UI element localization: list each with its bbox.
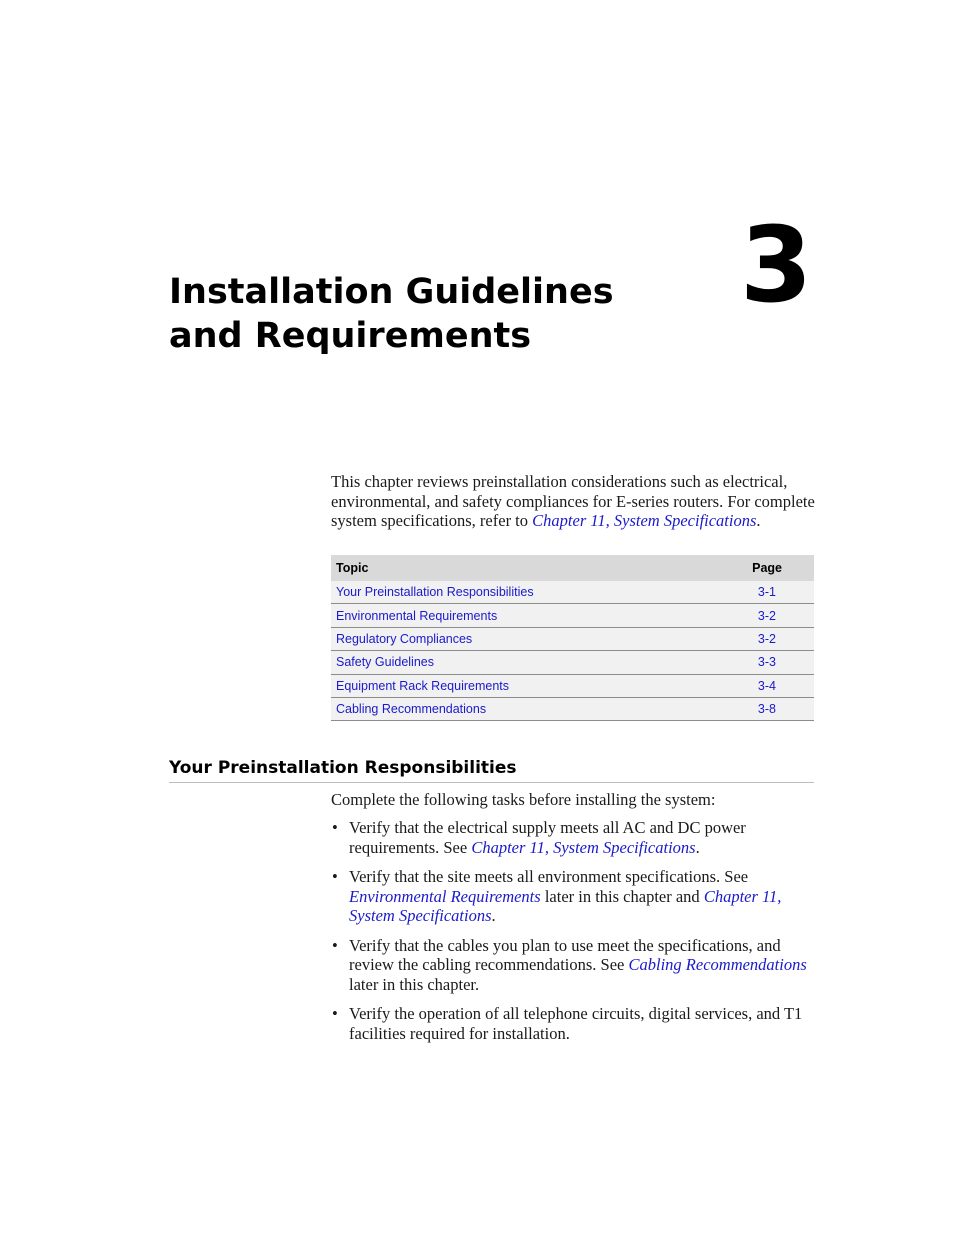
item-text: later in this chapter and — [540, 886, 704, 906]
intro-chapter-link[interactable]: Chapter 11, System Specifications — [532, 511, 757, 530]
chapter-link[interactable]: Chapter 11, System Specifications — [349, 886, 782, 925]
topic-link[interactable]: Regulatory Compliances — [336, 631, 473, 646]
table-row — [331, 581, 814, 604]
item-text: Verify that the site meets all environment specifications. See — [349, 867, 749, 886]
environmental-link[interactable]: Environmental Requirements — [349, 886, 541, 906]
chapter-title-line-1: Installation Guidelines — [169, 272, 614, 312]
table-row — [331, 627, 814, 650]
item-text: . — [491, 906, 496, 925]
list-item — [331, 867, 813, 926]
page-link[interactable]: 3-2 — [757, 631, 776, 646]
page-link[interactable]: 3-3 — [757, 655, 776, 670]
chapter-number: 3 — [740, 204, 813, 326]
bullet-icon: • — [332, 818, 338, 837]
topic-table-header — [331, 555, 814, 581]
list-item — [331, 1004, 813, 1043]
topic-link[interactable]: Cabling Recommendations — [336, 702, 487, 717]
topic-table — [331, 555, 814, 721]
page-link[interactable]: 3-4 — [757, 678, 776, 693]
page-link[interactable]: 3-8 — [757, 702, 776, 717]
topic-link[interactable]: Your Preinstallation Responsibilities — [336, 585, 534, 600]
item-text: Verify the operation of all telephone circuits, digital services, and T1 facilities required for installation. — [349, 1004, 803, 1043]
bullet-icon: • — [332, 1004, 338, 1023]
list-item — [331, 818, 813, 857]
topic-link[interactable]: Environmental Requirements — [336, 608, 498, 623]
topic-column-header: Topic — [331, 555, 696, 581]
bullet-icon: • — [332, 867, 338, 886]
page-column-header: Page — [696, 555, 814, 581]
chapter-title — [169, 270, 689, 358]
chapter-link[interactable]: Chapter 11, System Specifications — [471, 837, 696, 857]
intro-text: This chapter reviews preinstallation considerations such as electrical, environmental, and safety compliances for E-series routers. For complete system specifications, refer to — [331, 472, 815, 530]
topic-link[interactable]: Safety Guidelines — [336, 655, 434, 670]
item-text: later in this chapter. — [349, 974, 480, 994]
cabling-link[interactable]: Cabling Recommendations — [628, 955, 807, 974]
table-row — [331, 674, 814, 697]
intro-paragraph — [331, 472, 821, 531]
topic-link[interactable]: Equipment Rack Requirements — [336, 678, 509, 693]
list-item — [331, 936, 813, 995]
item-text: Verify that the cables you plan to use meet the specifications, and review the cabling recommendations. See — [349, 935, 781, 974]
intro-end: . — [756, 511, 761, 530]
bullet-icon: • — [332, 935, 338, 955]
table-row — [331, 697, 814, 720]
page-link[interactable]: 3-1 — [757, 585, 776, 600]
chapter-title-line-2: and Requirements — [169, 316, 532, 356]
table-row — [331, 604, 814, 627]
item-text: Verify that the electrical supply meets all AC and DC power requirements. See — [349, 818, 746, 857]
item-text: . — [695, 837, 700, 857]
section-lead: Complete the following tasks before installing the system: — [331, 790, 716, 809]
page-link[interactable]: 3-2 — [757, 608, 776, 623]
section-heading: Your Preinstallation Responsibilities — [169, 757, 814, 783]
table-row — [331, 651, 814, 674]
task-list — [331, 818, 813, 1053]
